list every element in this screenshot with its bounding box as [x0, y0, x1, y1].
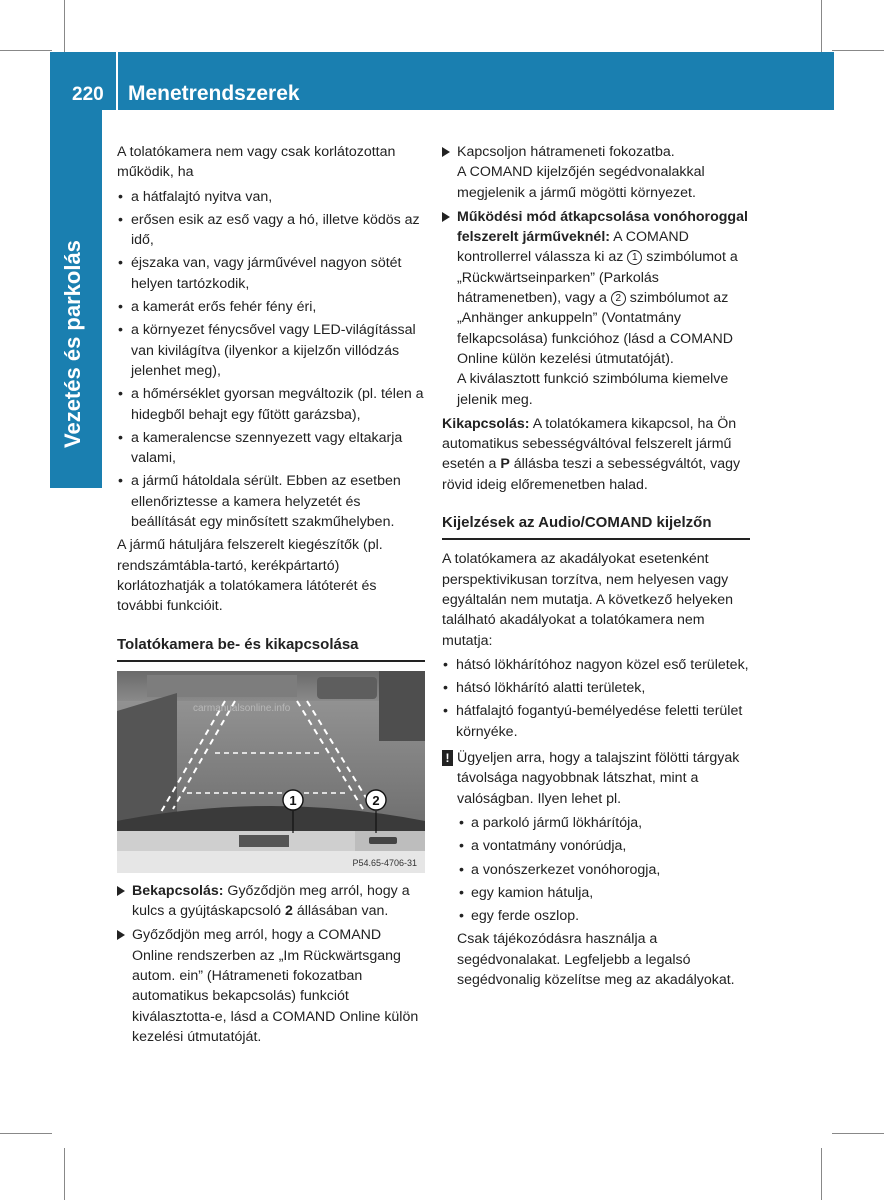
list-item: • a környezet fénycsővel vagy LED-világítással van kivilágítva (ilyenkor a kijelzőn villódzás jelenhet meg), — [118, 322, 416, 379]
crop-mark — [832, 1133, 884, 1134]
list-item: • a kameralencse szennyezett vagy eltakarja valami, — [118, 429, 403, 467]
warning-icon: ! — [442, 750, 453, 766]
crop-mark — [821, 0, 822, 52]
list-item: • hátfalajtó fogantyú-bemélyedése feletti terület környéke. — [443, 703, 743, 740]
step-arrow-icon — [117, 930, 125, 940]
list-item: • a parkoló jármű lökhárítója, — [459, 814, 643, 831]
list-item: • a vontatmány vonórúdja, — [459, 838, 627, 855]
chapter-title: Menetrendszerek — [128, 82, 300, 105]
step-result: A kiválasztott funkció szimbóluma kiemelve jelenik meg. — [457, 371, 729, 408]
callout-1: 1 — [289, 792, 297, 808]
list-item: • a jármű hátoldala sérült. Ebben az esetben ellenőriztesse a kamera helyzetét és beállítását egy minősített szakműhelyben. — [118, 473, 401, 531]
closing-paragraph: Csak tájékozódásra használja a segédvonalakat. Legfeljebb a legalsó segédvonalig közelítse meg az akadályokat. — [457, 931, 735, 988]
header-divider — [116, 52, 118, 110]
list-item: • a hőmérséklet gyorsan megváltozik (pl. télen a hidegből behajt egy fűtött garázsba), — [118, 386, 424, 423]
display-paragraph: A tolatókamera az akadályokat esetenként perspektivikusan torzítva, nem helyesen vagy egyáltalán nem mutatja. A következő helyeken található akadályokat a tolatókamera nem mutatja: — [442, 551, 734, 649]
list-item: • erősen esik az eső vagy a hó, illetve ködös az idő, — [118, 211, 420, 249]
crop-mark — [0, 50, 52, 51]
list-item: • egy ferde oszlop. — [459, 908, 580, 925]
list-item: • a kamerát erős fehér fény éri, — [118, 299, 317, 316]
intro-paragraph: A tolatókamera nem vagy csak korlátozottan működik, ha — [117, 144, 396, 181]
watermark: carmanualsonline.info — [193, 702, 291, 714]
callout-1-inline: 1 — [627, 250, 642, 265]
step-arrow-icon — [117, 886, 125, 896]
step-mode-switch: Működési mód átkapcsolása vonóhoroggal felszerelt járműveknél: A COMAND kontrollerrel válassza ki az 1 szimbólumot a „Rückwärtseinparken” (Parkolás hátramenetben), vagy a 2 szimbólumot az „Anhänger ankuppeln” (Vontatmány felkapcsolása) funkcióhoz (lásd a COMAND Online külön kezelési útmutatóját). — [442, 207, 750, 369]
step-arrow-icon — [442, 212, 450, 222]
callout-2-inline: 2 — [611, 291, 626, 306]
list-item: • egy kamion hátulja, — [459, 884, 594, 901]
step-arrow-icon — [442, 147, 450, 157]
rear-camera-image — [117, 671, 425, 873]
right-column — [442, 142, 750, 994]
trailer-symbol-icon[interactable] — [369, 837, 397, 844]
list-item: • a vonószerkezet vonóhorogja, — [459, 861, 661, 878]
warning-note: ! Ügyeljen arra, hogy a talajszint fölötti tárgyak távolsága nagyobbnak látszhat, mint a valóságban. Ilyen lehet pl. — [442, 748, 750, 809]
step-switch-on: Bekapcsolás: Győződjön meg arról, hogy a kulcs a gyújtáskapcsoló 2 állásában van. — [117, 881, 425, 922]
accessories-paragraph: A jármű hátuljára felszerelt kiegészítők (pl. rendszámtábla-tartó, kerékpártartó) korlátozhatják a tolatókamera látóterét és további funkcióit. — [117, 537, 383, 615]
rear-camera-figure — [117, 671, 425, 873]
left-column — [117, 142, 425, 1051]
list-item: • hátsó lökhárító alatti területek, — [443, 680, 646, 697]
section-heading-display: Kijelzések az Audio/COMAND kijelzőn — [442, 513, 750, 540]
parked-car-image — [317, 677, 377, 699]
side-tab-label: Vezetés és parkolás — [60, 240, 85, 448]
crop-mark — [0, 1133, 52, 1134]
list-item: • hátsó lökhárítóhoz nagyon közel eső területek, — [443, 656, 749, 673]
crop-mark — [821, 1148, 822, 1200]
switch-off-paragraph: Kikapcsolás: A tolatókamera kikapcsol, ha Ön automatikus sebességváltóval felszerelt jármű esetén a P állásba teszi a sebességváltót, vagy rövid ideig előremenetben halad. — [442, 415, 741, 493]
step-check-setting: Győződjön meg arról, hogy a COMAND Online rendszerben az „Im Rückwärtsgang autom. ein” (Hátrameneti fokozatban automatikus bekapcsolás) funkciót kiválasztotta-e, lásd a COMAND Online külön kezelési útmutatóját. — [117, 925, 425, 1047]
park-symbol-icon[interactable] — [239, 835, 289, 847]
step-reverse-gear: Kapcsoljon hátrameneti fokozatba. — [442, 142, 750, 162]
section-heading-camera-switch: Tolatókamera be- és kikapcsolása — [117, 635, 425, 662]
crop-mark — [64, 0, 65, 52]
figure-caption: P54.65-4706-31 — [352, 857, 417, 868]
crop-mark — [64, 1148, 65, 1200]
page-number: 220 — [72, 84, 104, 105]
step-result: A COMAND kijelzőjén segédvonalakkal megjelenik a jármű mögötti környezet. — [457, 164, 705, 201]
callout-2: 2 — [372, 792, 380, 808]
crop-mark — [832, 50, 884, 51]
list-item: • éjszaka van, vagy járművével nagyon sötét helyen tartózkodik, — [118, 255, 402, 292]
list-item: • a hátfalajtó nyitva van, — [118, 188, 273, 205]
